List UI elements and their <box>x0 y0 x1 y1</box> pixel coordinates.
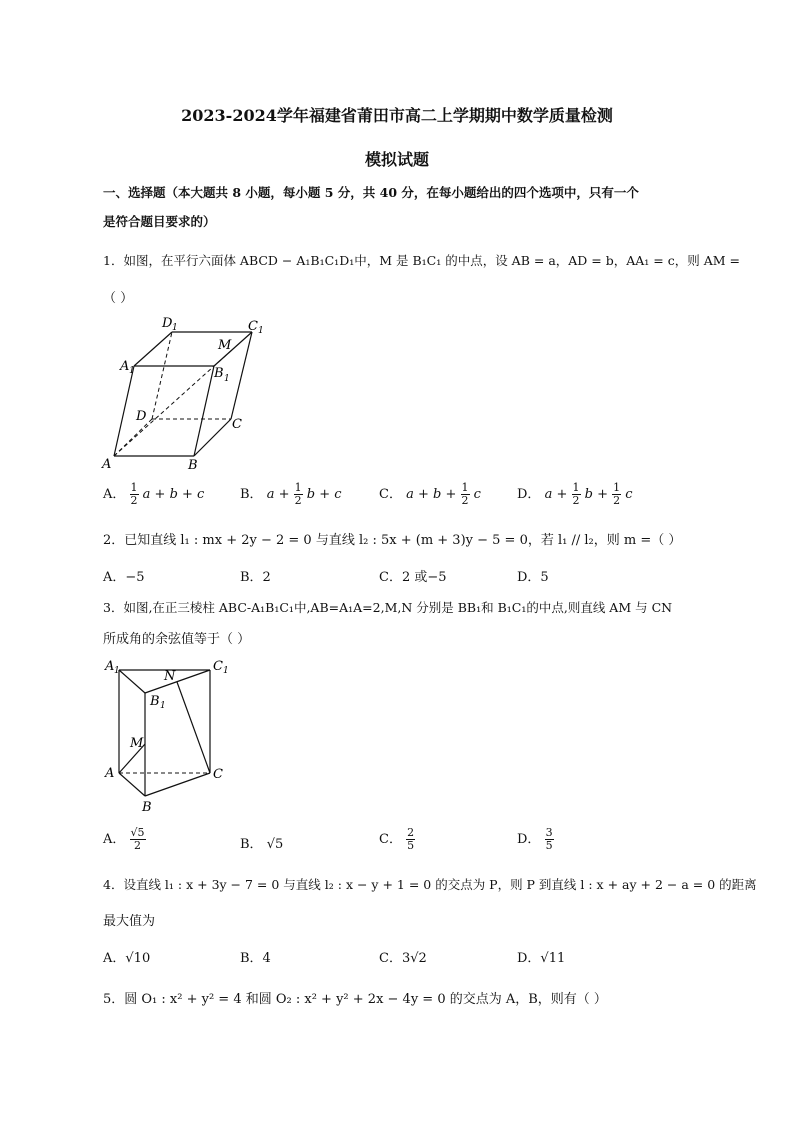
q3-option-b-value: √5 <box>266 837 284 852</box>
q1-option-d-rest: c <box>625 487 633 502</box>
q3-option-d-letter: D． <box>517 832 541 847</box>
section-instructions-line2: 是符合题目要求的） <box>103 214 216 229</box>
label-B1-sub: 1 <box>224 374 230 384</box>
q4-option-a[interactable]: A．√10 <box>103 951 151 966</box>
q1-option-d-den1: 2 <box>572 494 580 507</box>
q1-option-a[interactable] <box>103 482 204 507</box>
q1-option-d-den2: 2 <box>613 494 621 507</box>
q4-option-b[interactable]: B．4 <box>240 951 271 966</box>
q1-option-a-rest: a + b + c <box>142 487 205 502</box>
label-A: A <box>102 457 112 472</box>
label-N: N <box>164 669 176 684</box>
q3-option-a-num: √5 <box>130 826 145 839</box>
q3-option-d-den: 5 <box>545 839 553 852</box>
q3-figure-prism <box>100 656 240 816</box>
label-B1: B <box>150 694 160 709</box>
exam-title-line1: 2023-2024学年福建省莆田市高二上学期期中数学质量检测 <box>181 106 613 125</box>
edge-BB1 <box>194 366 214 456</box>
label-C: C <box>232 417 242 432</box>
q2-option-c[interactable]: C．2 或−5 <box>379 570 447 585</box>
q1-option-a-letter: A． <box>103 487 126 502</box>
label-M: M <box>218 338 232 353</box>
q3-text-line1: 3．如图,在正三棱柱 ABC-A₁B₁C₁中,AB=A₁A=2,M,N 分别是 BB₁和 B₁C₁的中点,则直线 AM 与 CN <box>103 600 673 615</box>
q3-option-b-letter: B． <box>240 837 263 852</box>
q2-option-d[interactable]: D．5 <box>517 570 549 585</box>
q3-option-d-num: 3 <box>545 826 553 839</box>
label-B: B <box>188 458 198 472</box>
label-C1-sub: 1 <box>223 666 229 676</box>
q3-option-b[interactable] <box>240 833 283 852</box>
q1-options <box>103 482 703 512</box>
q3-option-a-letter: A． <box>103 832 126 847</box>
label-B1: B <box>214 366 224 381</box>
edge-AA1 <box>114 366 134 456</box>
q1-option-d-pre: a + <box>544 487 568 502</box>
label-D1: D <box>162 316 173 331</box>
q1-option-c-pre: a + b + <box>406 487 457 502</box>
q1-option-b-pre: a + <box>266 487 290 502</box>
label-C1: C <box>248 319 258 334</box>
label-A1-sub: 1 <box>129 366 135 376</box>
label-A: A <box>105 766 115 781</box>
q3-option-c[interactable] <box>379 827 415 852</box>
label-D1-sub: 1 <box>172 323 178 333</box>
q3-options <box>103 827 703 857</box>
q1-option-c-num: 1 <box>461 481 469 494</box>
exam-title-line2: 模拟试题 <box>364 150 429 169</box>
q1-option-d-mid: b + <box>584 487 608 502</box>
q1-option-c[interactable] <box>379 482 481 507</box>
label-C1: C <box>213 659 223 674</box>
q3-option-c-den: 5 <box>407 839 415 852</box>
q4-options <box>103 947 703 967</box>
edge-BC <box>145 773 210 796</box>
q1-option-b-rest: b + c <box>306 487 342 502</box>
edge-A1D1 <box>134 332 172 366</box>
q1-option-b[interactable] <box>240 482 342 507</box>
q1-option-c-letter: C． <box>379 487 402 502</box>
edge-CC1 <box>231 332 252 419</box>
label-C: C <box>213 767 223 782</box>
q1-option-b-num: 1 <box>294 481 302 494</box>
edge-DD1-hidden <box>152 332 172 419</box>
q1-option-a-den: 2 <box>130 494 138 507</box>
q2-text: 2．已知直线 l₁ : mx + 2y − 2 = 0 与直线 l₂ : 5x + (m + 3)y − 5 = 0，若 l₁ // l₂，则 m =（ ） <box>103 533 682 548</box>
q1-option-d-num1: 1 <box>572 481 580 494</box>
q1-option-d[interactable] <box>517 482 633 507</box>
q3-option-c-num: 2 <box>407 826 415 839</box>
q1-option-d-letter: D． <box>517 487 541 502</box>
edge-AB <box>119 773 145 796</box>
label-A1: A <box>120 359 130 374</box>
label-B: B <box>142 800 152 815</box>
q1-paren: （ ） <box>103 291 134 306</box>
label-B1-sub: 1 <box>160 701 166 711</box>
label-M: M <box>130 736 144 751</box>
q1-option-d-num2: 1 <box>613 481 621 494</box>
q3-option-a-den: 2 <box>134 839 142 852</box>
q4-option-c[interactable]: C．3√2 <box>379 951 427 966</box>
q4-text-line2: 最大值为 <box>103 914 156 929</box>
q4-option-d[interactable]: D．√11 <box>517 951 566 966</box>
q3-option-d[interactable] <box>517 827 554 852</box>
label-A1: A <box>105 659 115 674</box>
q3-text-line2: 所成角的余弦值等于（ ） <box>103 632 251 647</box>
q1-text: 1．如图，在平行六面体 ABCD − A₁B₁C₁D₁中，M 是 B₁C₁ 的中点，设 AB = a，AD = b，AA₁ = c，则 AM = <box>103 253 740 268</box>
section-instructions-line1: 一、选择题（本大题共 8 小题，每小题 5 分，共 40 分，在每小题给出的四个选项中，只有一个 <box>103 185 639 200</box>
q1-option-b-letter: B． <box>240 487 263 502</box>
q1-option-b-den: 2 <box>294 494 302 507</box>
q3-option-a[interactable] <box>103 827 146 852</box>
label-D: D <box>136 409 147 424</box>
q1-figure-parallelepiped <box>100 312 280 472</box>
q5-text: 5．圆 O₁ : x² + y² = 4 和圆 O₂ : x² + y² + 2x − 4y = 0 的交点为 A，B，则有（ ） <box>103 992 607 1007</box>
q1-option-c-den: 2 <box>461 494 469 507</box>
label-A1-sub: 1 <box>114 666 120 676</box>
edge-BC <box>194 419 231 456</box>
q3-option-c-letter: C． <box>379 832 402 847</box>
q1-option-c-rest: c <box>473 487 481 502</box>
q2-option-b[interactable]: B．2 <box>240 570 271 585</box>
edge-B1C1 <box>145 670 210 693</box>
q1-option-a-num: 1 <box>130 481 138 494</box>
q4-text-line1: 4．设直线 l₁ : x + 3y − 7 = 0 与直线 l₂ : x − y + 1 = 0 的交点为 P，则 P 到直线 l : x + ay + 2 − a = 0 的距离 <box>103 877 757 892</box>
segment-CN <box>177 682 210 773</box>
q2-option-a[interactable]: A．−5 <box>103 570 145 585</box>
q2-options <box>103 566 703 586</box>
edge-A1B1 <box>119 670 145 693</box>
label-C1-sub: 1 <box>258 326 264 336</box>
